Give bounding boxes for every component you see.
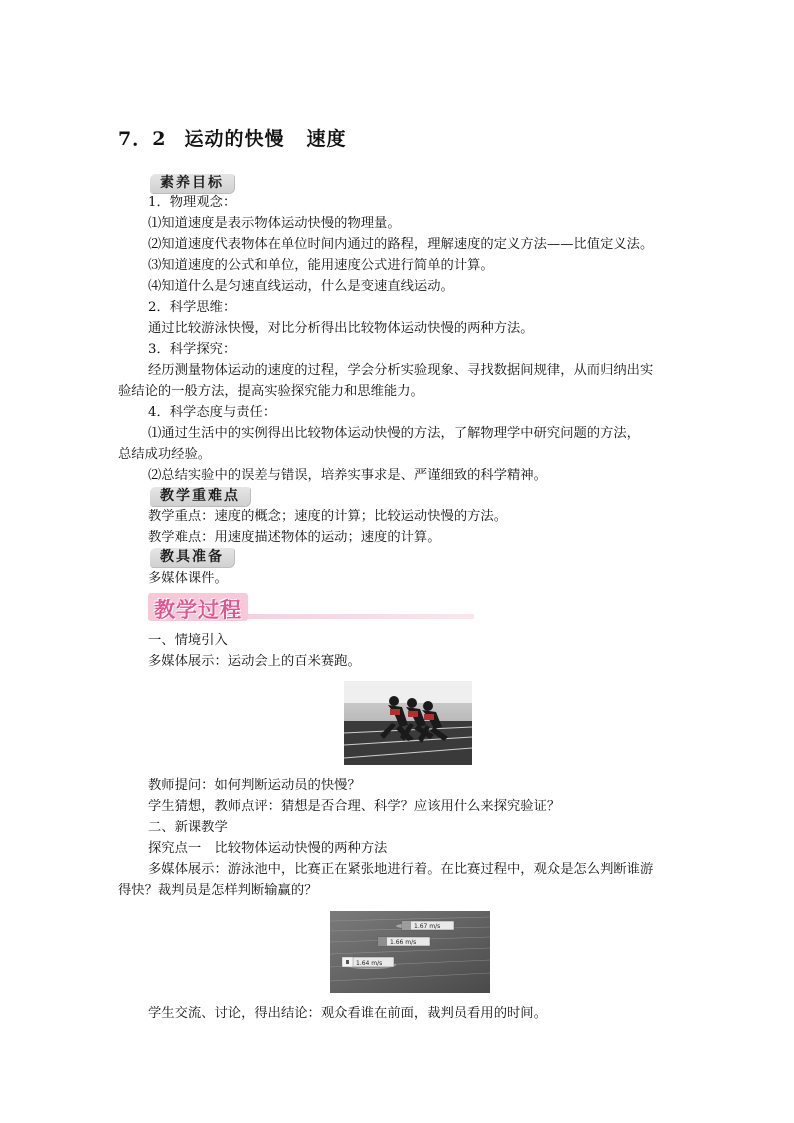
teaching-difficulty: 教学难点：用速度描述物体的运动；速度的计算。 xyxy=(148,530,441,545)
goal-paragraph-cont: 验结论的一般方法，提高实验探究能力和思维能力。 xyxy=(118,384,424,399)
process-heading-text: 教学过程 xyxy=(154,598,242,622)
goal-heading-2: 2．科学思维： xyxy=(148,300,237,315)
goal-paragraph: 通过比较游泳快慢，对比分析得出比较物体运动快慢的两种方法。 xyxy=(148,321,534,336)
process-heading xyxy=(148,593,474,623)
student-guess: 学生猜想，教师点评：猜想是否合理、科学？应该用什么来探究验证？ xyxy=(148,799,561,814)
goal-paragraph-cont: 总结成功经验。 xyxy=(118,447,212,462)
explore-point-1: 探究点一 比较物体运动快慢的两种方法 xyxy=(148,841,388,856)
goal-heading-4: 4．科学态度与责任： xyxy=(148,405,277,420)
goal-item: ⑵知道速度代表物体在单位时间内通过的路程，理解速度的定义方法——比值定义法。 xyxy=(148,237,654,252)
lesson-topic: 运动的快慢 xyxy=(184,128,285,150)
goal-item: ⑶知道速度的公式和单位，能用速度公式进行简单的计算。 xyxy=(148,258,494,273)
intro-media-text: 多媒体展示：运动会上的百米赛跑。 xyxy=(148,654,361,669)
section-intro-heading: 一、情境引入 xyxy=(148,633,228,648)
materials-text: 多媒体课件。 xyxy=(148,571,228,586)
lesson-title xyxy=(118,124,346,151)
swim-conclusion: 学生交流、讨论，得出结论：观众看谁在前面，裁判员看用的时间。 xyxy=(148,1006,547,1021)
swim-media-text-cont: 得快？裁判员是怎样判断输赢的？ xyxy=(118,883,318,898)
sprint-race-photo xyxy=(344,681,472,765)
goal-item: ⑷知道什么是匀速直线运动，什么是变速直线运动。 xyxy=(148,279,454,294)
goal-heading-3: 3．科学探究： xyxy=(148,342,237,357)
goal-paragraph: ⑵总结实验中的误差与错误，培养实事求是、严谨细致的科学精神。 xyxy=(148,468,547,483)
goal-paragraph: ⑴通过生活中的实例得出比较物体运动快慢的方法，了解物理学中研究问题的方法， xyxy=(148,426,640,441)
teacher-question: 教师提问：如何判断运动员的快慢？ xyxy=(148,778,361,793)
goals-badge: 素养目标 xyxy=(150,174,234,193)
lesson-number: 7．2 xyxy=(118,128,167,150)
teaching-focus: 教学重点：速度的概念；速度的计算；比较运动快慢的方法。 xyxy=(148,509,508,524)
goal-heading-1: 1．物理观念： xyxy=(148,195,237,210)
swim-speed-label: 1.67 m/s xyxy=(414,923,441,930)
swim-speed-label: 1.66 m/s xyxy=(390,939,417,946)
section-new-lesson-heading: 二、新课教学 xyxy=(148,820,228,835)
lesson-subtitle: 速度 xyxy=(306,128,347,150)
swimming-pool-photo xyxy=(330,911,490,993)
goal-item: ⑴知道速度是表示物体运动快慢的物理量。 xyxy=(148,216,401,231)
goal-paragraph: 经历测量物体运动的速度的过程，学会分析实验现象、寻找数据间规律，从而归纳出实 xyxy=(148,363,654,378)
swim-speed-label: 1.64 m/s xyxy=(356,960,383,967)
materials-badge: 教具准备 xyxy=(150,548,234,567)
key-points-badge: 教学重难点 xyxy=(150,487,250,506)
swim-media-text: 多媒体展示：游泳池中，比赛正在紧张地进行着。在比赛过程中，观众是怎么判断谁游 xyxy=(148,862,654,877)
